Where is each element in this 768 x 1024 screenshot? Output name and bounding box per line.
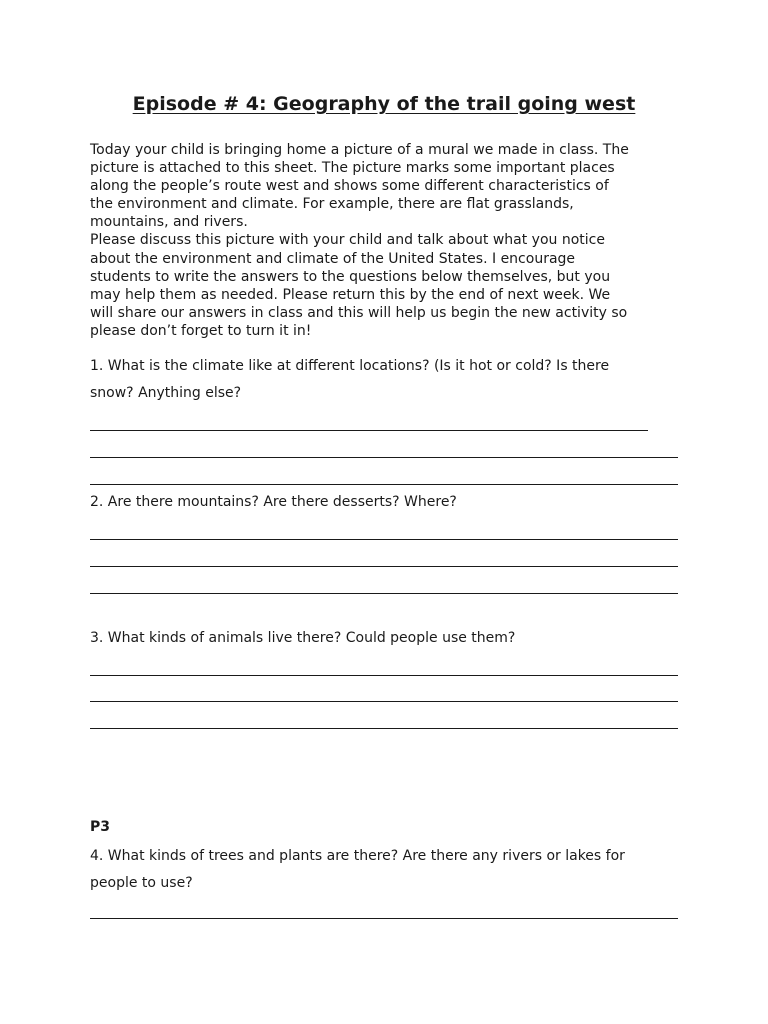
question-3-line: 3. What kinds of animals live there? Could people use them? [90,630,516,646]
question-1 [90,353,690,407]
question-4-line: 4. What kinds of trees and plants are there? Are there any rivers or lakes for [90,848,625,864]
answer-line-2b[interactable] [90,566,678,567]
intro-line: the environment and climate. For example, there are flat grasslands, [90,196,574,213]
page-label: P3 [90,819,111,835]
page-title: Episode # 4: Geography of the trail going west [132,93,636,115]
intro-line: please don’t forget to turn it in! [90,322,312,339]
answer-line-1c[interactable] [90,484,678,485]
intro-line: along the people’s route west and shows some different characteristics of [90,178,609,195]
question-2 [90,489,690,516]
answer-line-3b[interactable] [90,701,678,702]
intro-line: about the environment and climate of the United States. I encourage [90,250,576,267]
answer-line-2c[interactable] [90,593,678,594]
question-4-line: people to use? [90,875,193,891]
question-3 [90,625,690,652]
answer-line-4a[interactable] [90,918,678,919]
intro-line: mountains, and rivers. [90,214,248,231]
answer-line-3c[interactable] [90,728,678,729]
answer-line-3a[interactable] [90,675,678,676]
question-1-line: 1. What is the climate like at different locations? (Is it hot or cold? Is there [90,358,610,374]
question-4 [90,843,690,897]
answer-line-1b[interactable] [90,457,678,458]
answer-line-1a[interactable] [90,430,648,431]
intro-line: Today your child is bringing home a picture of a mural we made in class. The [90,142,629,158]
question-2-line: 2. Are there mountains? Are there desserts? Where? [90,494,457,510]
intro-line: may help them as needed. Please return this by the end of next week. We [90,286,611,303]
intro-line: students to write the answers to the questions below themselves, but you [90,268,611,285]
intro-line: picture is attached to this sheet. The picture marks some important places [90,160,615,177]
intro-line: will share our answers in class and this will help us begin the new activity so [90,304,628,321]
question-1-line: snow? Anything else? [90,385,242,401]
intro-text [90,141,690,340]
intro-line: Please discuss this picture with your child and talk about what you notice [90,232,605,249]
answer-line-2a[interactable] [90,539,678,540]
